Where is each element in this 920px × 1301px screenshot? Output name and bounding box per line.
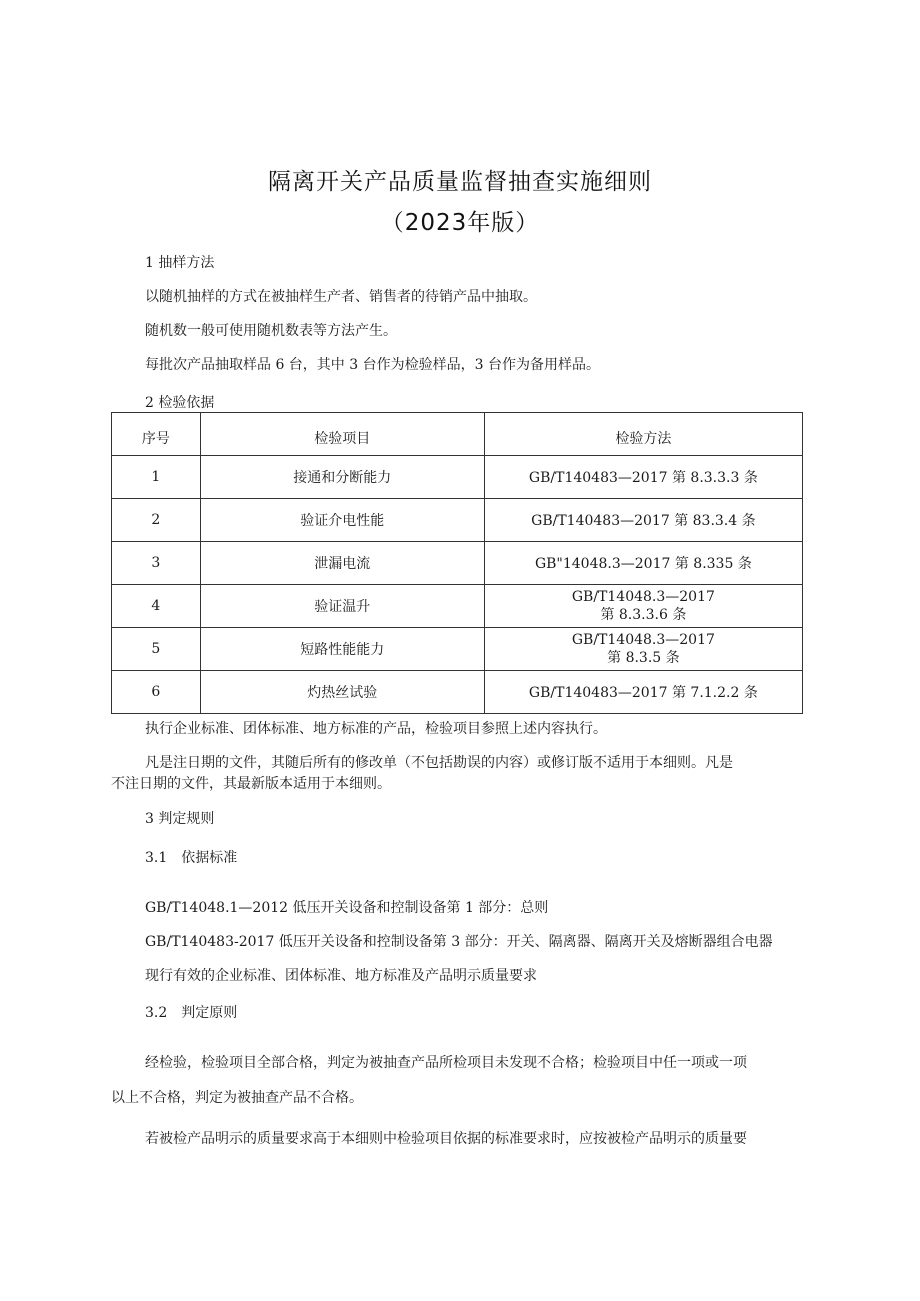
- row-method-line2: 第 8.3.5 条: [607, 650, 680, 666]
- row-item: 验证温升: [200, 585, 484, 628]
- table-row: [112, 542, 803, 585]
- paragraph: 每批次产品抽取样品 6 台，其中 3 台作为检验样品，3 台作为备用样品。: [145, 357, 600, 373]
- document-edition: （2023年版）: [380, 210, 540, 236]
- table-row: [112, 499, 803, 542]
- row-method-line2: 第 8.3.3.6 条: [600, 607, 687, 623]
- row-no: 2: [112, 499, 201, 542]
- row-method: GB"14048.3—2017 第 8.335 条: [484, 542, 802, 585]
- inspection-table: [111, 412, 803, 714]
- row-method: [484, 585, 802, 628]
- row-no: 3: [112, 542, 201, 585]
- section-2-heading: 2 检验依据: [145, 395, 215, 411]
- row-method: GB/T140483—2017 第 7.1.2.2 条: [484, 671, 802, 714]
- row-no: 1: [112, 456, 201, 499]
- row-method-line1: GB/T14048.3—2017: [571, 632, 715, 648]
- row-no: 6: [112, 671, 201, 714]
- standard-item: GB/T140483-2017 低压开关设备和控制设备第 3 部分：开关、隔离器、隔离开关及熔断器组合电器: [145, 934, 773, 950]
- table-row: [112, 585, 803, 628]
- paragraph: 若被检产品明示的质量要求高于本细则中检验项目依据的标准要求时，应按被检产品明示的质量要: [145, 1131, 747, 1147]
- row-no: 5: [112, 628, 201, 671]
- header-method: 检验方法: [484, 413, 802, 456]
- row-item: 验证介电性能: [200, 499, 484, 542]
- table-row: [112, 456, 803, 499]
- standard-item: GB/T14048.1—2012 低压开关设备和控制设备第 1 部分：总则: [145, 900, 549, 916]
- document-title: 隔离开关产品质量监督抽查实施细则: [268, 169, 652, 195]
- header-no: 序号: [112, 413, 201, 456]
- table-header-row: [112, 413, 803, 456]
- paragraph: 以随机抽样的方式在被抽样生产者、销售者的待销产品中抽取。: [145, 289, 537, 305]
- paragraph: 凡是注日期的文件，其随后所有的修改单（不包括勘误的内容）或修订版不适用于本细则。凡是: [145, 755, 733, 771]
- section-1-heading: 1 抽样方法: [145, 255, 215, 271]
- row-method: GB/T140483—2017 第 83.3.4 条: [484, 499, 802, 542]
- row-method-line1: GB/T14048.3—2017: [571, 589, 715, 605]
- paragraph: 经检验，检验项目全部合格，判定为被抽查产品所检项目未发现不合格；检验项目中任一项或一项: [145, 1055, 747, 1071]
- paragraph: 随机数一般可使用随机数表等方法产生。: [145, 323, 397, 339]
- paragraph: 以上不合格，判定为被抽查产品不合格。: [111, 1090, 363, 1106]
- section-3-2-heading: 3.2 判定原则: [145, 1005, 238, 1021]
- row-item: 短路性能能力: [200, 628, 484, 671]
- header-item: 检验项目: [200, 413, 484, 456]
- row-item: 泄漏电流: [200, 542, 484, 585]
- row-method: GB/T140483—2017 第 8.3.3.3 条: [484, 456, 802, 499]
- table-row: [112, 671, 803, 714]
- row-method: [484, 628, 802, 671]
- table-row: [112, 628, 803, 671]
- row-item: 接通和分断能力: [200, 456, 484, 499]
- standard-item: 现行有效的企业标准、团体标准、地方标准及产品明示质量要求: [145, 968, 537, 984]
- paragraph: 执行企业标准、团体标准、地方标准的产品，检验项目参照上述内容执行。: [145, 721, 607, 737]
- section-3-1-heading: 3.1 依据标准: [145, 850, 238, 866]
- row-no: 4: [112, 585, 201, 628]
- row-item: 灼热丝试验: [200, 671, 484, 714]
- section-3-heading: 3 判定规则: [145, 811, 215, 827]
- paragraph: 不注日期的文件，其最新版本适用于本细则。: [111, 776, 391, 792]
